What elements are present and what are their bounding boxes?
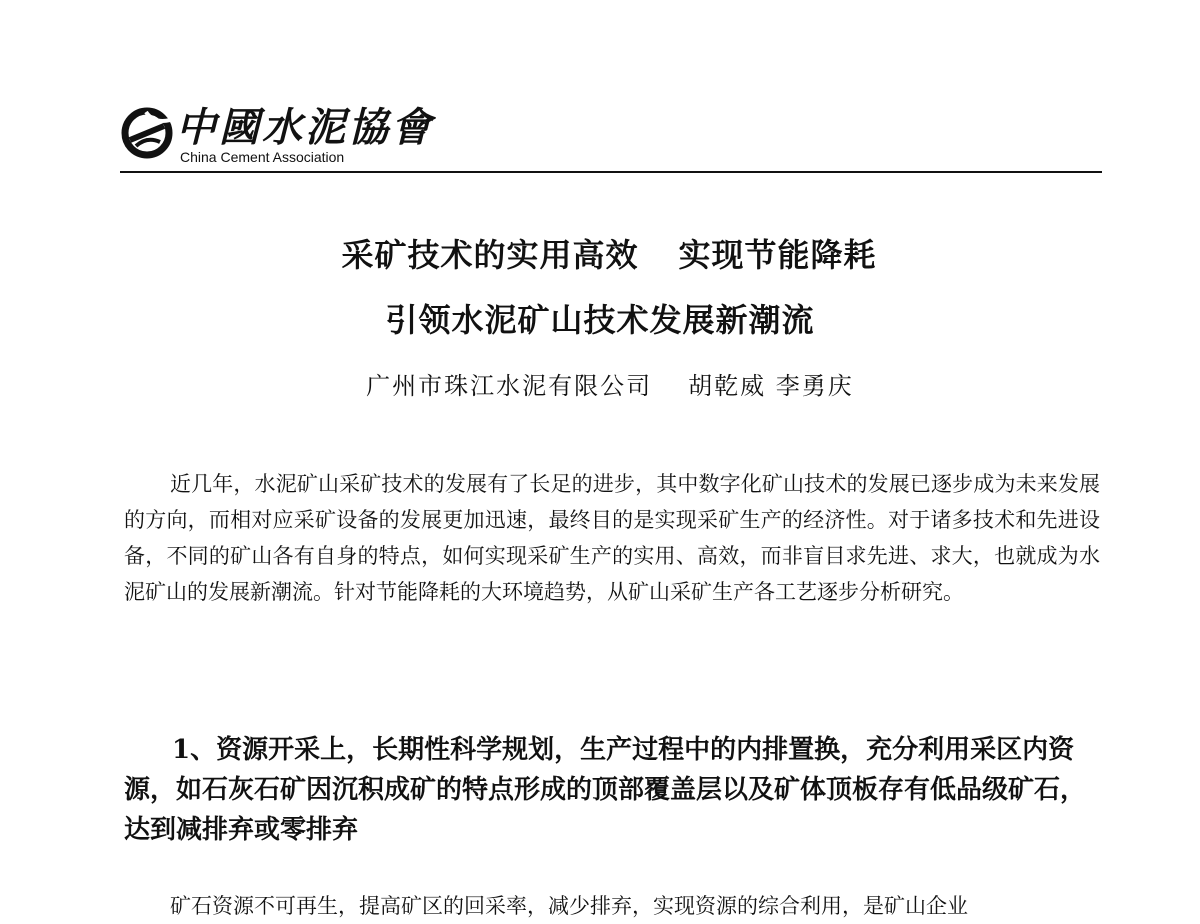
- section-1-heading: 1、资源开采上，长期性科学规划，生产过程中的内排置换，充分利用采区内资源，如石灰石矿因沉积成矿的特点形成的顶部覆盖层以及矿体顶板存有低品级矿石，达到减排弃或零排弃: [124, 735, 1087, 845]
- title-part-a: 采矿技术的实用高效: [341, 236, 639, 274]
- author-names: 胡乾威 李勇庆: [688, 372, 854, 400]
- company-name: 广州市珠江水泥有限公司: [366, 372, 653, 400]
- byline: [0, 366, 1200, 401]
- title-part-b: 实现节能降耗: [678, 236, 877, 274]
- article-title-line-1: [0, 230, 1200, 276]
- letterhead: [120, 96, 1100, 174]
- intro-paragraph: 近几年，水泥矿山采矿技术的发展有了长足的进步，其中数字化矿山技术的发展已逐步成为未来发展的方向，而相对应采矿设备的发展更加迅速，最终目的是实现采矿生产的经济性。对于诸多技术和先进设备，不同的矿山各有自身的特点，如何实现采矿生产的实用、高效，而非盲目求先进、求大，也就成为水泥矿山的发展新潮流。针对节能降耗的大环境趋势，从矿山采矿生产各工艺逐步分析研究。: [124, 472, 1100, 604]
- header-divider: [120, 171, 1102, 173]
- association-name-chinese: 中國水泥協會: [176, 104, 434, 151]
- association-name-english: China Cement Association: [180, 149, 345, 165]
- association-logo-icon: [120, 106, 174, 160]
- article-title-line-2: 引领水泥矿山技术发展新潮流: [385, 301, 815, 339]
- section-1-body: 矿石资源不可再生，提高矿区的回采率，减少排弃，实现资源的综合利用，是矿山企业: [170, 894, 968, 918]
